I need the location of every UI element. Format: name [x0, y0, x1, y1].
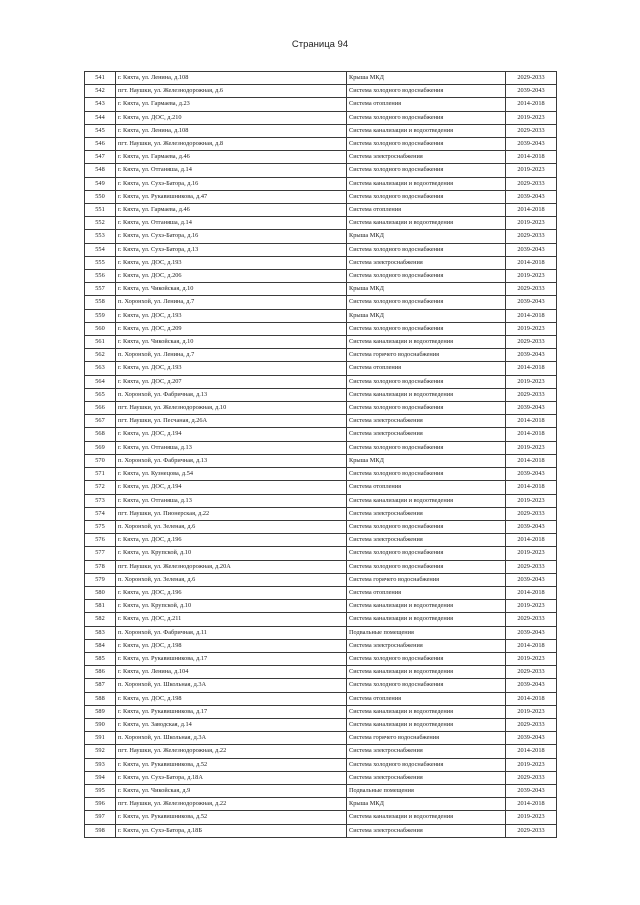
period-cell: 2014-2018 — [506, 204, 557, 217]
row-number: 568 — [85, 428, 116, 441]
table-row — [85, 217, 557, 230]
address-cell: г. Кяхта, ул. Гармаева, д.46 — [116, 204, 347, 217]
row-number: 552 — [85, 217, 116, 230]
period-cell: 2029-2033 — [506, 177, 557, 190]
period-cell: 2029-2033 — [506, 824, 557, 837]
address-cell: г. Кяхта, ул. ДОС, д.211 — [116, 613, 347, 626]
row-number: 586 — [85, 666, 116, 679]
period-cell: 2039-2043 — [506, 402, 557, 415]
system-cell: Система холодного водоснабжения — [347, 85, 506, 98]
period-cell: 2019-2023 — [506, 758, 557, 771]
system-cell: Система канализации и водоотведения — [347, 666, 506, 679]
address-cell: г. Кяхта, ул. ДОС, д.210 — [116, 111, 347, 124]
address-cell: г. Кяхта, ул. Рукавишникова, д.52 — [116, 758, 347, 771]
address-cell: г. Кяхта, ул. ДОС, д.207 — [116, 375, 347, 388]
system-cell: Система горячего водоснабжения — [347, 573, 506, 586]
system-cell: Крыша МКД — [347, 72, 506, 85]
table-row — [85, 798, 557, 811]
row-number: 582 — [85, 613, 116, 626]
table-row — [85, 824, 557, 837]
row-number: 559 — [85, 309, 116, 322]
address-cell: г. Кяхта, ул. Заводская, д.14 — [116, 718, 347, 731]
row-number: 566 — [85, 402, 116, 415]
period-cell: 2019-2023 — [506, 217, 557, 230]
row-number: 598 — [85, 824, 116, 837]
table-row — [85, 520, 557, 533]
system-cell: Система холодного водоснабжения — [347, 679, 506, 692]
period-cell: 2029-2033 — [506, 124, 557, 137]
table-row — [85, 494, 557, 507]
address-cell: г. Кяхта, ул. Крупской, д.10 — [116, 547, 347, 560]
address-cell: г. Кяхта, ул. Сухэ-Батора, д.18А — [116, 771, 347, 784]
system-cell: Система канализации и водоотведения — [347, 811, 506, 824]
table-row — [85, 85, 557, 98]
system-cell: Система канализации и водоотведения — [347, 613, 506, 626]
table-row — [85, 441, 557, 454]
table-row — [85, 375, 557, 388]
table-row — [85, 481, 557, 494]
row-number: 589 — [85, 705, 116, 718]
period-cell: 2014-2018 — [506, 362, 557, 375]
system-cell: Система отопления — [347, 204, 506, 217]
table-row — [85, 402, 557, 415]
table-row — [85, 468, 557, 481]
system-cell: Система отопления — [347, 692, 506, 705]
system-cell: Подвальные помещения — [347, 626, 506, 639]
table-row — [85, 256, 557, 269]
address-cell: пгт. Наушки, ул. Железнодорожная, д.22 — [116, 798, 347, 811]
table-row — [85, 243, 557, 256]
system-cell: Система холодного водоснабжения — [347, 375, 506, 388]
period-cell: 2039-2043 — [506, 679, 557, 692]
table-row — [85, 507, 557, 520]
system-cell: Система канализации и водоотведения — [347, 718, 506, 731]
system-cell: Крыша МКД — [347, 309, 506, 322]
system-cell: Система холодного водоснабжения — [347, 758, 506, 771]
table-row — [85, 560, 557, 573]
address-cell: г. Кяхта, ул. Ленина, д.108 — [116, 124, 347, 137]
table-row — [85, 322, 557, 335]
row-number: 570 — [85, 454, 116, 467]
address-cell: г. Кяхта, ул. Рукавишникова, д.52 — [116, 811, 347, 824]
row-number: 551 — [85, 204, 116, 217]
row-number: 588 — [85, 692, 116, 705]
system-cell: Система электроснабжения — [347, 507, 506, 520]
address-cell: г. Кяхта, ул. Отганяша, д.13 — [116, 494, 347, 507]
period-cell: 2029-2033 — [506, 336, 557, 349]
table-row — [85, 573, 557, 586]
address-cell: г. Кяхта, ул. Отганяша, д.14 — [116, 164, 347, 177]
table-row — [85, 652, 557, 665]
address-cell: пгт. Наушки, ул. Пионерская, д.22 — [116, 507, 347, 520]
system-cell: Система отопления — [347, 586, 506, 599]
address-cell: г. Кяхта, ул. Рукавишникова, д.17 — [116, 652, 347, 665]
system-cell: Система электроснабжения — [347, 151, 506, 164]
address-cell: пгт. Наушки, ул. Железнодорожная, д.8 — [116, 138, 347, 151]
row-number: 565 — [85, 388, 116, 401]
row-number: 554 — [85, 243, 116, 256]
period-cell: 2014-2018 — [506, 534, 557, 547]
address-cell: г. Кяхта, ул. Гармаева, д.46 — [116, 151, 347, 164]
period-cell: 2039-2043 — [506, 243, 557, 256]
system-cell: Система холодного водоснабжения — [347, 547, 506, 560]
table-row — [85, 705, 557, 718]
table-row — [85, 309, 557, 322]
system-cell: Система холодного водоснабжения — [347, 652, 506, 665]
row-number: 594 — [85, 771, 116, 784]
system-cell: Система электроснабжения — [347, 745, 506, 758]
address-cell: г. Кяхта, ул. ДОС, д.209 — [116, 322, 347, 335]
row-number: 592 — [85, 745, 116, 758]
period-cell: 2019-2023 — [506, 375, 557, 388]
table-row — [85, 138, 557, 151]
row-number: 583 — [85, 626, 116, 639]
system-cell: Система электроснабжения — [347, 639, 506, 652]
address-cell: г. Кяхта, ул. ДОС, д.194 — [116, 428, 347, 441]
row-number: 560 — [85, 322, 116, 335]
period-cell: 2019-2023 — [506, 164, 557, 177]
period-cell: 2039-2043 — [506, 468, 557, 481]
table-row — [85, 72, 557, 85]
row-number: 577 — [85, 547, 116, 560]
table-row — [85, 428, 557, 441]
period-cell: 2039-2043 — [506, 732, 557, 745]
period-cell: 2019-2023 — [506, 705, 557, 718]
address-cell: г. Кяхта, ул. Отганяша, д.14 — [116, 217, 347, 230]
row-number: 573 — [85, 494, 116, 507]
row-number: 558 — [85, 296, 116, 309]
table-row — [85, 534, 557, 547]
row-number: 579 — [85, 573, 116, 586]
period-cell: 2014-2018 — [506, 639, 557, 652]
row-number: 555 — [85, 256, 116, 269]
row-number: 595 — [85, 784, 116, 797]
system-cell: Система канализации и водоотведения — [347, 705, 506, 718]
system-cell: Система холодного водоснабжения — [347, 243, 506, 256]
address-cell: г. Кяхта, ул. ДОС, д.193 — [116, 309, 347, 322]
system-cell: Крыша МКД — [347, 230, 506, 243]
row-number: 591 — [85, 732, 116, 745]
system-cell: Система отопления — [347, 362, 506, 375]
row-number: 546 — [85, 138, 116, 151]
row-number: 574 — [85, 507, 116, 520]
period-cell: 2039-2043 — [506, 573, 557, 586]
system-cell: Система холодного водоснабжения — [347, 111, 506, 124]
period-cell: 2019-2023 — [506, 111, 557, 124]
row-number: 596 — [85, 798, 116, 811]
table-row — [85, 190, 557, 203]
system-cell: Система канализации и водоотведения — [347, 217, 506, 230]
period-cell: 2039-2043 — [506, 190, 557, 203]
address-cell: г. Кяхта, ул. ДОС, д.194 — [116, 481, 347, 494]
system-cell: Система электроснабжения — [347, 415, 506, 428]
address-cell: пгт. Наушки, ул. Железнодорожная, д.10 — [116, 402, 347, 415]
period-cell: 2014-2018 — [506, 692, 557, 705]
address-cell: г. Кяхта, ул. Чикойская, д.10 — [116, 283, 347, 296]
system-cell: Система канализации и водоотведения — [347, 600, 506, 613]
address-cell: п. Хоронхой, ул. Ленина, д.7 — [116, 349, 347, 362]
table-row — [85, 336, 557, 349]
address-cell: г. Кяхта, ул. Сухэ-Батора, д.18Б — [116, 824, 347, 837]
row-number: 590 — [85, 718, 116, 731]
period-cell: 2029-2033 — [506, 283, 557, 296]
period-cell: 2039-2043 — [506, 349, 557, 362]
page-number-header: Страница 94 — [291, 39, 349, 50]
system-cell: Система канализации и водоотведения — [347, 177, 506, 190]
row-number: 541 — [85, 72, 116, 85]
system-cell: Система холодного водоснабжения — [347, 441, 506, 454]
period-cell: 2029-2033 — [506, 388, 557, 401]
table-row — [85, 732, 557, 745]
address-cell: г. Кяхта, ул. ДОС, д.206 — [116, 270, 347, 283]
system-cell: Система отопления — [347, 98, 506, 111]
period-cell: 2039-2043 — [506, 520, 557, 533]
period-cell: 2014-2018 — [506, 745, 557, 758]
system-cell: Система электроснабжения — [347, 534, 506, 547]
system-cell: Система холодного водоснабжения — [347, 296, 506, 309]
row-number: 544 — [85, 111, 116, 124]
table-row — [85, 296, 557, 309]
row-number: 575 — [85, 520, 116, 533]
table-row — [85, 204, 557, 217]
system-cell: Крыша МКД — [347, 283, 506, 296]
period-cell: 2029-2033 — [506, 507, 557, 520]
table-row — [85, 639, 557, 652]
period-cell: 2014-2018 — [506, 481, 557, 494]
period-cell: 2014-2018 — [506, 256, 557, 269]
row-number: 587 — [85, 679, 116, 692]
period-cell: 2019-2023 — [506, 270, 557, 283]
row-number: 547 — [85, 151, 116, 164]
table-row — [85, 124, 557, 137]
period-cell: 2029-2033 — [506, 613, 557, 626]
address-cell: г. Кяхта, ул. Кузнецова, д.54 — [116, 468, 347, 481]
period-cell: 2014-2018 — [506, 98, 557, 111]
table-row — [85, 388, 557, 401]
system-cell: Система электроснабжения — [347, 428, 506, 441]
table-row — [85, 613, 557, 626]
row-number: 542 — [85, 85, 116, 98]
address-cell: п. Хоронхой, ул. Ленина, д.7 — [116, 296, 347, 309]
table-body — [85, 72, 557, 838]
address-cell: г. Кяхта, ул. Отганяша, д.13 — [116, 441, 347, 454]
address-cell: п. Хоронхой, ул. Зеленая, д.6 — [116, 520, 347, 533]
row-number: 549 — [85, 177, 116, 190]
row-number: 563 — [85, 362, 116, 375]
row-number: 569 — [85, 441, 116, 454]
row-number: 550 — [85, 190, 116, 203]
address-cell: г. Кяхта, ул. Ленина, д.108 — [116, 72, 347, 85]
address-cell: пгт. Наушки, ул. Железнодорожная, д.20А — [116, 560, 347, 573]
row-number: 548 — [85, 164, 116, 177]
row-number: 543 — [85, 98, 116, 111]
period-cell: 2019-2023 — [506, 322, 557, 335]
row-number: 556 — [85, 270, 116, 283]
system-cell: Система холодного водоснабжения — [347, 138, 506, 151]
system-cell: Система холодного водоснабжения — [347, 164, 506, 177]
table-row — [85, 164, 557, 177]
row-number: 561 — [85, 336, 116, 349]
table-row — [85, 230, 557, 243]
table-row — [85, 349, 557, 362]
row-number: 545 — [85, 124, 116, 137]
address-cell: г. Кяхта, ул. ДОС, д.198 — [116, 692, 347, 705]
table-row — [85, 415, 557, 428]
period-cell: 2019-2023 — [506, 441, 557, 454]
system-cell: Система канализации и водоотведения — [347, 336, 506, 349]
address-cell: пгт. Наушки, ул. Железнодорожная, д.6 — [116, 85, 347, 98]
table-row — [85, 758, 557, 771]
period-cell: 2029-2033 — [506, 771, 557, 784]
table-row — [85, 547, 557, 560]
repair-schedule-table — [84, 71, 557, 838]
table-row — [85, 600, 557, 613]
row-number: 584 — [85, 639, 116, 652]
row-number: 557 — [85, 283, 116, 296]
system-cell: Система канализации и водоотведения — [347, 494, 506, 507]
address-cell: г. Кяхта, ул. Чикойская, д.9 — [116, 784, 347, 797]
system-cell: Подвальные помещения — [347, 784, 506, 797]
period-cell: 2014-2018 — [506, 151, 557, 164]
system-cell: Система холодного водоснабжения — [347, 190, 506, 203]
address-cell: г. Кяхта, ул. ДОС, д.196 — [116, 586, 347, 599]
address-cell: г. Кяхта, ул. ДОС, д.193 — [116, 362, 347, 375]
address-cell: г. Кяхта, ул. Крупской, д.10 — [116, 600, 347, 613]
table-row — [85, 771, 557, 784]
address-cell: г. Кяхта, ул. ДОС, д.198 — [116, 639, 347, 652]
row-number: 593 — [85, 758, 116, 771]
row-number: 581 — [85, 600, 116, 613]
row-number: 562 — [85, 349, 116, 362]
table-row — [85, 177, 557, 190]
table-row — [85, 811, 557, 824]
row-number: 585 — [85, 652, 116, 665]
system-cell: Система холодного водоснабжения — [347, 270, 506, 283]
table-row — [85, 679, 557, 692]
period-cell: 2014-2018 — [506, 415, 557, 428]
table-row — [85, 666, 557, 679]
address-cell: пгт. Наушки, ул. Железнодорожная, д.22 — [116, 745, 347, 758]
period-cell: 2019-2023 — [506, 652, 557, 665]
system-cell: Система холодного водоснабжения — [347, 560, 506, 573]
system-cell: Система холодного водоснабжения — [347, 402, 506, 415]
table-row — [85, 111, 557, 124]
address-cell: г. Кяхта, ул. Ленина, д.104 — [116, 666, 347, 679]
table-row — [85, 745, 557, 758]
system-cell: Система холодного водоснабжения — [347, 468, 506, 481]
period-cell: 2029-2033 — [506, 718, 557, 731]
address-cell: пгт. Наушки, ул. Песчаная, д.26А — [116, 415, 347, 428]
period-cell: 2014-2018 — [506, 586, 557, 599]
row-number: 553 — [85, 230, 116, 243]
period-cell: 2019-2023 — [506, 811, 557, 824]
address-cell: г. Кяхта, ул. ДОС, д.196 — [116, 534, 347, 547]
period-cell: 2019-2023 — [506, 600, 557, 613]
table-row — [85, 454, 557, 467]
system-cell: Система электроснабжения — [347, 824, 506, 837]
address-cell: п. Хоронхой, ул. Фабричная, д.11 — [116, 626, 347, 639]
period-cell: 2029-2033 — [506, 666, 557, 679]
period-cell: 2029-2033 — [506, 72, 557, 85]
period-cell: 2019-2023 — [506, 547, 557, 560]
system-cell: Система канализации и водоотведения — [347, 388, 506, 401]
address-cell: г. Кяхта, ул. Гармаева, д.23 — [116, 98, 347, 111]
period-cell: 2039-2043 — [506, 296, 557, 309]
table-row — [85, 151, 557, 164]
period-cell: 2029-2033 — [506, 230, 557, 243]
system-cell: Система горячего водоснабжения — [347, 732, 506, 745]
table-row — [85, 586, 557, 599]
table-row — [85, 692, 557, 705]
system-cell: Крыша МКД — [347, 798, 506, 811]
address-cell: п. Хоронхой, ул. Фабричная, д.13 — [116, 388, 347, 401]
table-row — [85, 784, 557, 797]
row-number: 572 — [85, 481, 116, 494]
system-cell: Система холодного водоснабжения — [347, 322, 506, 335]
system-cell: Система холодного водоснабжения — [347, 520, 506, 533]
row-number: 571 — [85, 468, 116, 481]
row-number: 578 — [85, 560, 116, 573]
address-cell: г. Кяхта, ул. Чикойская, д.10 — [116, 336, 347, 349]
row-number: 564 — [85, 375, 116, 388]
period-cell: 2029-2033 — [506, 560, 557, 573]
row-number: 567 — [85, 415, 116, 428]
row-number: 597 — [85, 811, 116, 824]
table-row — [85, 98, 557, 111]
address-cell: г. Кяхта, ул. Рукавишникова, д.17 — [116, 705, 347, 718]
period-cell: 2039-2043 — [506, 626, 557, 639]
address-cell: г. Кяхта, ул. Сухэ-Батора, д.16 — [116, 230, 347, 243]
period-cell: 2014-2018 — [506, 798, 557, 811]
table-row — [85, 270, 557, 283]
system-cell: Система электроснабжения — [347, 771, 506, 784]
period-cell: 2039-2043 — [506, 85, 557, 98]
system-cell: Система канализации и водоотведения — [347, 124, 506, 137]
address-cell: г. Кяхта, ул. Сухэ-Батора, д.16 — [116, 177, 347, 190]
system-cell: Крыша МКД — [347, 454, 506, 467]
period-cell: 2039-2043 — [506, 784, 557, 797]
period-cell: 2019-2023 — [506, 494, 557, 507]
period-cell: 2014-2018 — [506, 309, 557, 322]
table-row — [85, 626, 557, 639]
row-number: 580 — [85, 586, 116, 599]
table-row — [85, 718, 557, 731]
system-cell: Система отопления — [347, 481, 506, 494]
row-number: 576 — [85, 534, 116, 547]
address-cell: г. Кяхта, ул. Рукавишникова, д.47 — [116, 190, 347, 203]
system-cell: Система электроснабжения — [347, 256, 506, 269]
address-cell: г. Кяхта, ул. ДОС, д.193 — [116, 256, 347, 269]
period-cell: 2014-2018 — [506, 428, 557, 441]
table-row — [85, 362, 557, 375]
address-cell: п. Хоронхой, ул. Школьная, д.3А — [116, 732, 347, 745]
table-row — [85, 283, 557, 296]
address-cell: п. Хоронхой, ул. Зеленая, д.6 — [116, 573, 347, 586]
period-cell: 2014-2018 — [506, 454, 557, 467]
period-cell: 2039-2043 — [506, 138, 557, 151]
address-cell: п. Хоронхой, ул. Школьная, д.3А — [116, 679, 347, 692]
system-cell: Система горячего водоснабжения — [347, 349, 506, 362]
address-cell: п. Хоронхой, ул. Фабричная, д.13 — [116, 454, 347, 467]
address-cell: г. Кяхта, ул. Сухэ-Батора, д.13 — [116, 243, 347, 256]
